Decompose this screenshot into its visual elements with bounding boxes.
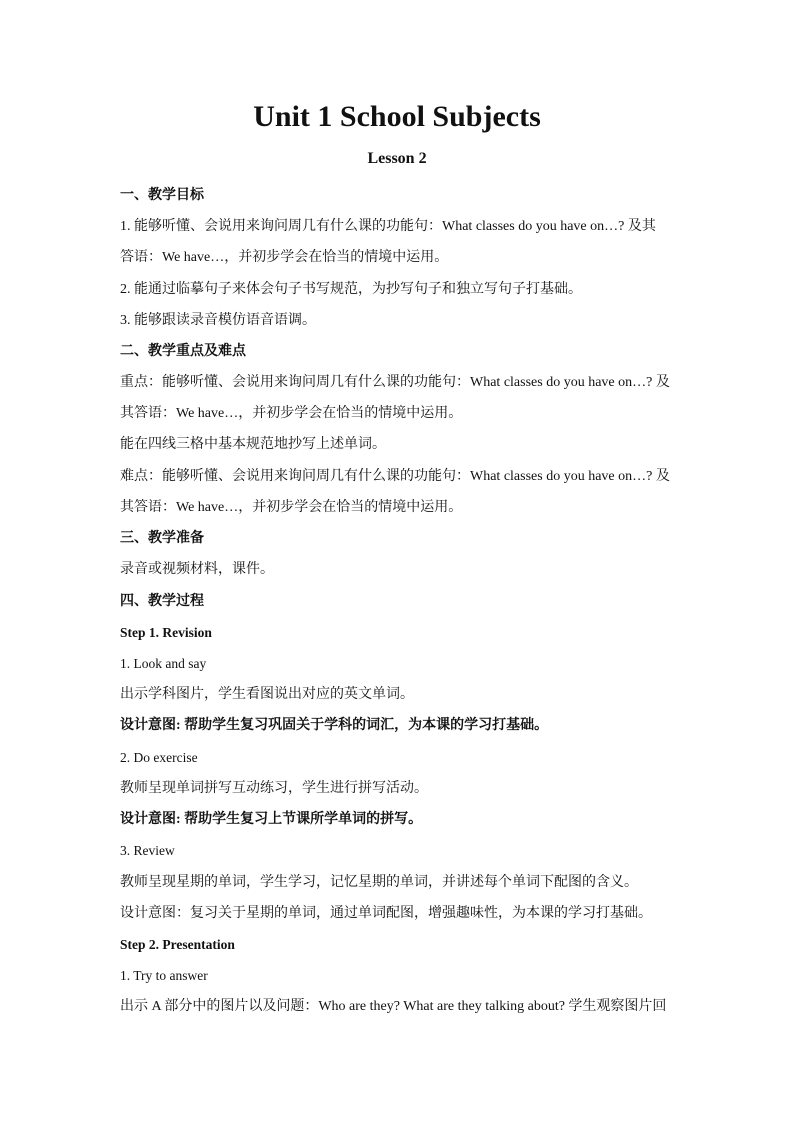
section-heading-key-points: 二、教学重点及难点	[120, 344, 246, 359]
paragraph-line: 教师呈现单词拼写互动练习，学生进行拼写活动。	[120, 781, 428, 796]
paragraph-line: 录音或视频材料，课件。	[120, 562, 274, 577]
paragraph-line: 2. 能通过临摹句子来体会句子书写规范，为抄写句子和独立写句子打基础。	[120, 282, 582, 297]
activity-heading: 3. Review	[120, 843, 175, 858]
paragraph-line: 教师呈现星期的单词，学生学习，记忆星期的单词，并讲述每个单词下配图的含义。	[120, 875, 638, 890]
paragraph-line: 能在四线三格中基本规范地抄写上述单词。	[120, 437, 386, 452]
paragraph-line: 答语：We have…，并初步学会在恰当的情境中运用。	[120, 250, 449, 265]
design-intent-line: 设计意图: 帮助学生复习上节课所学单词的拼写。	[120, 812, 423, 827]
page-title: Unit 1 School Subjects	[253, 100, 541, 133]
paragraph-line: 出示 A 部分中的图片以及问题：Who are they? What are they talking about? 学生观察图片回	[120, 999, 667, 1014]
section-heading-process: 四、教学过程	[120, 594, 204, 609]
section-heading-preparation: 三、教学准备	[120, 531, 204, 546]
lesson-subtitle: Lesson 2	[367, 150, 427, 167]
paragraph-line: 其答语：We have…，并初步学会在恰当的情境中运用。	[120, 406, 463, 421]
step-heading: Step 1. Revision	[120, 625, 212, 640]
activity-heading: 1. Try to answer	[120, 968, 208, 983]
section-heading-objectives: 一、教学目标	[120, 188, 204, 203]
paragraph-line: 设计意图：复习关于星期的单词，通过单词配图，增强趣味性，为本课的学习打基础。	[120, 906, 652, 921]
activity-heading: 1. Look and say	[120, 656, 207, 671]
paragraph-line: 重点：能够听懂、会说用来询问周几有什么课的功能句：What classes do you have on…? 及	[120, 375, 670, 390]
paragraph-line: 难点：能够听懂、会说用来询问周几有什么课的功能句：What classes do you have on…? 及	[120, 469, 670, 484]
paragraph-line: 出示学科图片，学生看图说出对应的英文单词。	[120, 687, 414, 702]
activity-heading: 2. Do exercise	[120, 750, 198, 765]
paragraph-line: 3. 能够跟读录音模仿语音语调。	[120, 313, 316, 328]
step-heading: Step 2. Presentation	[120, 937, 235, 952]
paragraph-line: 1. 能够听懂、会说用来询问周几有什么课的功能句：What classes do you have on…? 及其	[120, 219, 656, 234]
design-intent-line: 设计意图: 帮助学生复习巩固关于学科的词汇，为本课的学习打基础。	[120, 718, 549, 733]
paragraph-line: 其答语：We have…，并初步学会在恰当的情境中运用。	[120, 500, 463, 515]
